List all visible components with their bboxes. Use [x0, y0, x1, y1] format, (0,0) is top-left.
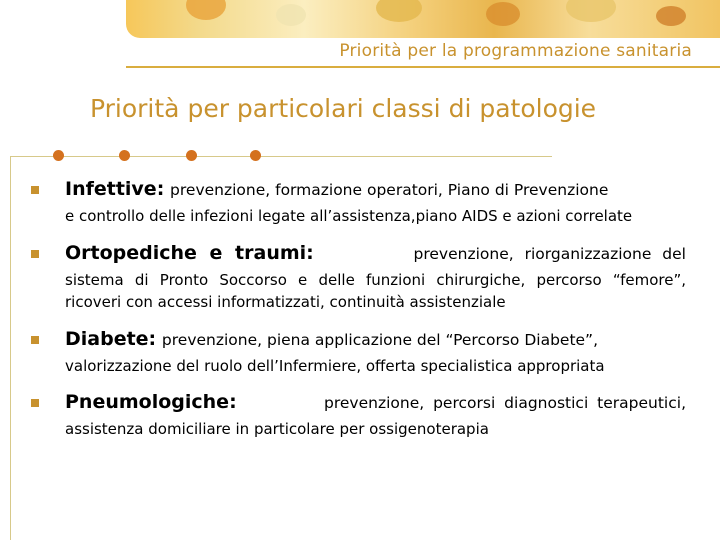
item-continuation: assistenza domiciliare in particolare per ossigenoterapia — [65, 420, 489, 438]
item-term: Pneumologiche: — [65, 391, 237, 413]
item-first-line — [65, 324, 686, 355]
list-item-infettive — [30, 174, 686, 228]
header-divider — [126, 66, 720, 68]
item-continuation: valorizzazione del ruolo dell’Infermiere, offerta specialistica appropriata — [65, 356, 605, 375]
square-bullet-icon — [31, 186, 39, 194]
item-continuation: e controllo delle infezioni legate all’assistenza,piano AIDS e azioni correlate — [65, 207, 633, 225]
header-title: Priorità per la programmazione sanitaria — [339, 41, 692, 61]
decorative-horizontal-line — [10, 156, 552, 157]
orange-dot-icon — [53, 150, 64, 161]
slide-title: Priorità per particolari classi di patologie — [90, 94, 597, 123]
bullet-list — [30, 174, 686, 441]
item-term: Ortopediche e traumi: — [65, 241, 314, 264]
list-item-diabete — [30, 324, 686, 378]
list-item-pneumologiche — [30, 387, 686, 441]
item-term: Diabete: — [65, 327, 157, 350]
orange-dot-icon — [119, 150, 130, 161]
item-first-line — [65, 387, 686, 418]
orange-dot-icon — [186, 150, 197, 161]
square-bullet-icon — [31, 336, 39, 344]
square-bullet-icon — [31, 399, 39, 407]
orange-dot-icon — [250, 150, 261, 161]
item-continuation: sistema di Pronto Soccorso e delle funzioni chirurgiche, percorso “femore”, ricoveri con accessi informatizzati, continuità assistenziale — [65, 270, 686, 311]
item-first-line — [65, 238, 686, 269]
item-first-line-text: prevenzione, riorganizzazione del — [413, 244, 686, 263]
item-term: Infettive: — [65, 178, 165, 200]
list-item-ortopediche — [30, 238, 686, 314]
square-bullet-icon — [31, 250, 39, 258]
decorative-vertical-line — [10, 156, 11, 540]
item-first-line-text: prevenzione, piena applicazione del “Percorso Diabete”, — [161, 330, 599, 349]
header-banner-image — [126, 0, 720, 38]
item-first-line-text: prevenzione, percorsi diagnostici terapeutici, — [324, 394, 686, 412]
item-first-line — [65, 174, 686, 205]
item-first-line-text: prevenzione, formazione operatori, Piano di Prevenzione — [170, 181, 609, 199]
